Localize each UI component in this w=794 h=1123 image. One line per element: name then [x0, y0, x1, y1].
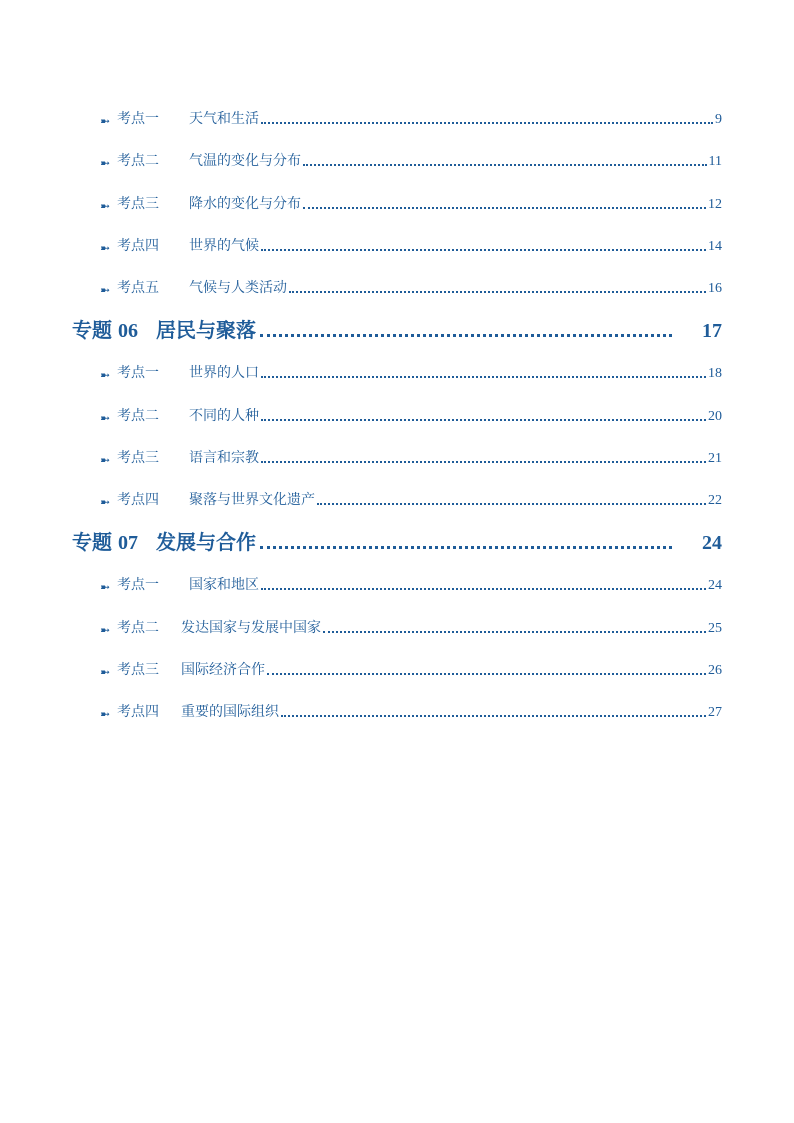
entry-title: 气温的变化与分布 — [189, 153, 301, 169]
arrow-bullet-icon: ➼ — [100, 368, 111, 382]
dot-leader — [261, 418, 706, 421]
entry-page: 24 — [708, 578, 722, 593]
entry-label: 考点二 — [117, 620, 159, 636]
topic-title: 居民与聚落 — [156, 318, 256, 342]
topic-number: 06 — [118, 320, 138, 342]
toc-entry[interactable] — [100, 106, 722, 128]
entry-label: 考点二 — [117, 408, 159, 424]
arrow-bullet-icon: ➼ — [100, 453, 111, 467]
entry-page: 9 — [715, 112, 722, 127]
dot-leader — [261, 587, 706, 590]
entry-label: 考点五 — [117, 280, 159, 296]
arrow-bullet-icon: ➼ — [100, 411, 111, 425]
topic-page: 17 — [702, 320, 722, 342]
entry-title: 降水的变化与分布 — [189, 196, 301, 212]
entry-label: 考点四 — [117, 704, 159, 720]
arrow-bullet-icon: ➼ — [100, 707, 111, 721]
dot-leader — [261, 121, 713, 124]
entry-title: 国际经济合作 — [181, 662, 265, 678]
entry-page: 18 — [708, 366, 722, 381]
toc-entry[interactable] — [100, 615, 722, 637]
entry-label: 考点三 — [117, 196, 159, 212]
entry-title: 语言和宗教 — [189, 450, 259, 466]
entry-page: 26 — [708, 663, 722, 678]
dot-leader — [323, 630, 706, 633]
toc-entry[interactable] — [100, 191, 722, 213]
dot-leader — [303, 206, 706, 209]
dot-leader — [267, 672, 706, 675]
dot-leader — [281, 714, 706, 717]
toc-entry[interactable] — [100, 360, 722, 382]
entry-page: 16 — [708, 281, 722, 296]
entry-label: 考点二 — [117, 153, 159, 169]
dot-leader — [261, 248, 706, 251]
arrow-bullet-icon: ➼ — [100, 623, 111, 637]
entry-page: 22 — [708, 493, 722, 508]
arrow-bullet-icon: ➼ — [100, 665, 111, 679]
arrow-bullet-icon: ➼ — [100, 241, 111, 255]
dot-leader — [260, 545, 672, 549]
entry-page: 20 — [708, 409, 722, 424]
toc-topic[interactable] — [72, 315, 722, 343]
arrow-bullet-icon: ➼ — [100, 156, 111, 170]
entry-page: 25 — [708, 621, 722, 636]
toc-entry[interactable] — [100, 657, 722, 679]
topic-number: 07 — [118, 532, 138, 554]
entry-page: 12 — [708, 197, 722, 212]
entry-title: 聚落与世界文化遗产 — [189, 492, 315, 508]
dot-leader — [303, 163, 707, 166]
entry-label: 考点一 — [117, 111, 159, 127]
toc-entry[interactable] — [100, 445, 722, 467]
toc-entry[interactable] — [100, 699, 722, 721]
dot-leader — [261, 375, 706, 378]
topic-title: 发展与合作 — [156, 530, 256, 554]
dot-leader — [260, 333, 672, 337]
entry-title: 不同的人种 — [189, 408, 259, 424]
dot-leader — [289, 290, 706, 293]
entry-page: 14 — [708, 239, 722, 254]
entry-label: 考点三 — [117, 450, 159, 466]
entry-title: 国家和地区 — [189, 577, 259, 593]
entry-label: 考点四 — [117, 492, 159, 508]
topic-prefix: 专题 — [72, 318, 112, 342]
entry-title: 气候与人类活动 — [189, 280, 287, 296]
toc-entry[interactable] — [100, 233, 722, 255]
arrow-bullet-icon: ➼ — [100, 283, 111, 297]
topic-prefix: 专题 — [72, 530, 112, 554]
entry-title: 发达国家与发展中国家 — [181, 620, 321, 636]
arrow-bullet-icon: ➼ — [100, 580, 111, 594]
toc-entry[interactable] — [100, 148, 722, 170]
arrow-bullet-icon: ➼ — [100, 495, 111, 509]
entry-label: 考点一 — [117, 577, 159, 593]
entry-title: 重要的国际组织 — [181, 704, 279, 720]
toc-entry[interactable] — [100, 487, 722, 509]
entry-page: 21 — [708, 451, 722, 466]
dot-leader — [261, 460, 706, 463]
arrow-bullet-icon: ➼ — [100, 114, 111, 128]
toc-entry[interactable] — [100, 572, 722, 594]
toc-entry[interactable] — [100, 403, 722, 425]
toc-topic[interactable] — [72, 527, 722, 555]
topic-page: 24 — [702, 532, 722, 554]
entry-label: 考点三 — [117, 662, 159, 678]
entry-page: 27 — [708, 705, 722, 720]
entry-label: 考点一 — [117, 365, 159, 381]
entry-title: 世界的气候 — [189, 238, 259, 254]
dot-leader — [317, 502, 706, 505]
entry-page: 11 — [708, 154, 722, 169]
toc-entry[interactable] — [100, 275, 722, 297]
entry-title: 世界的人口 — [189, 365, 259, 381]
arrow-bullet-icon: ➼ — [100, 199, 111, 213]
entry-label: 考点四 — [117, 238, 159, 254]
entry-title: 天气和生活 — [189, 111, 259, 127]
